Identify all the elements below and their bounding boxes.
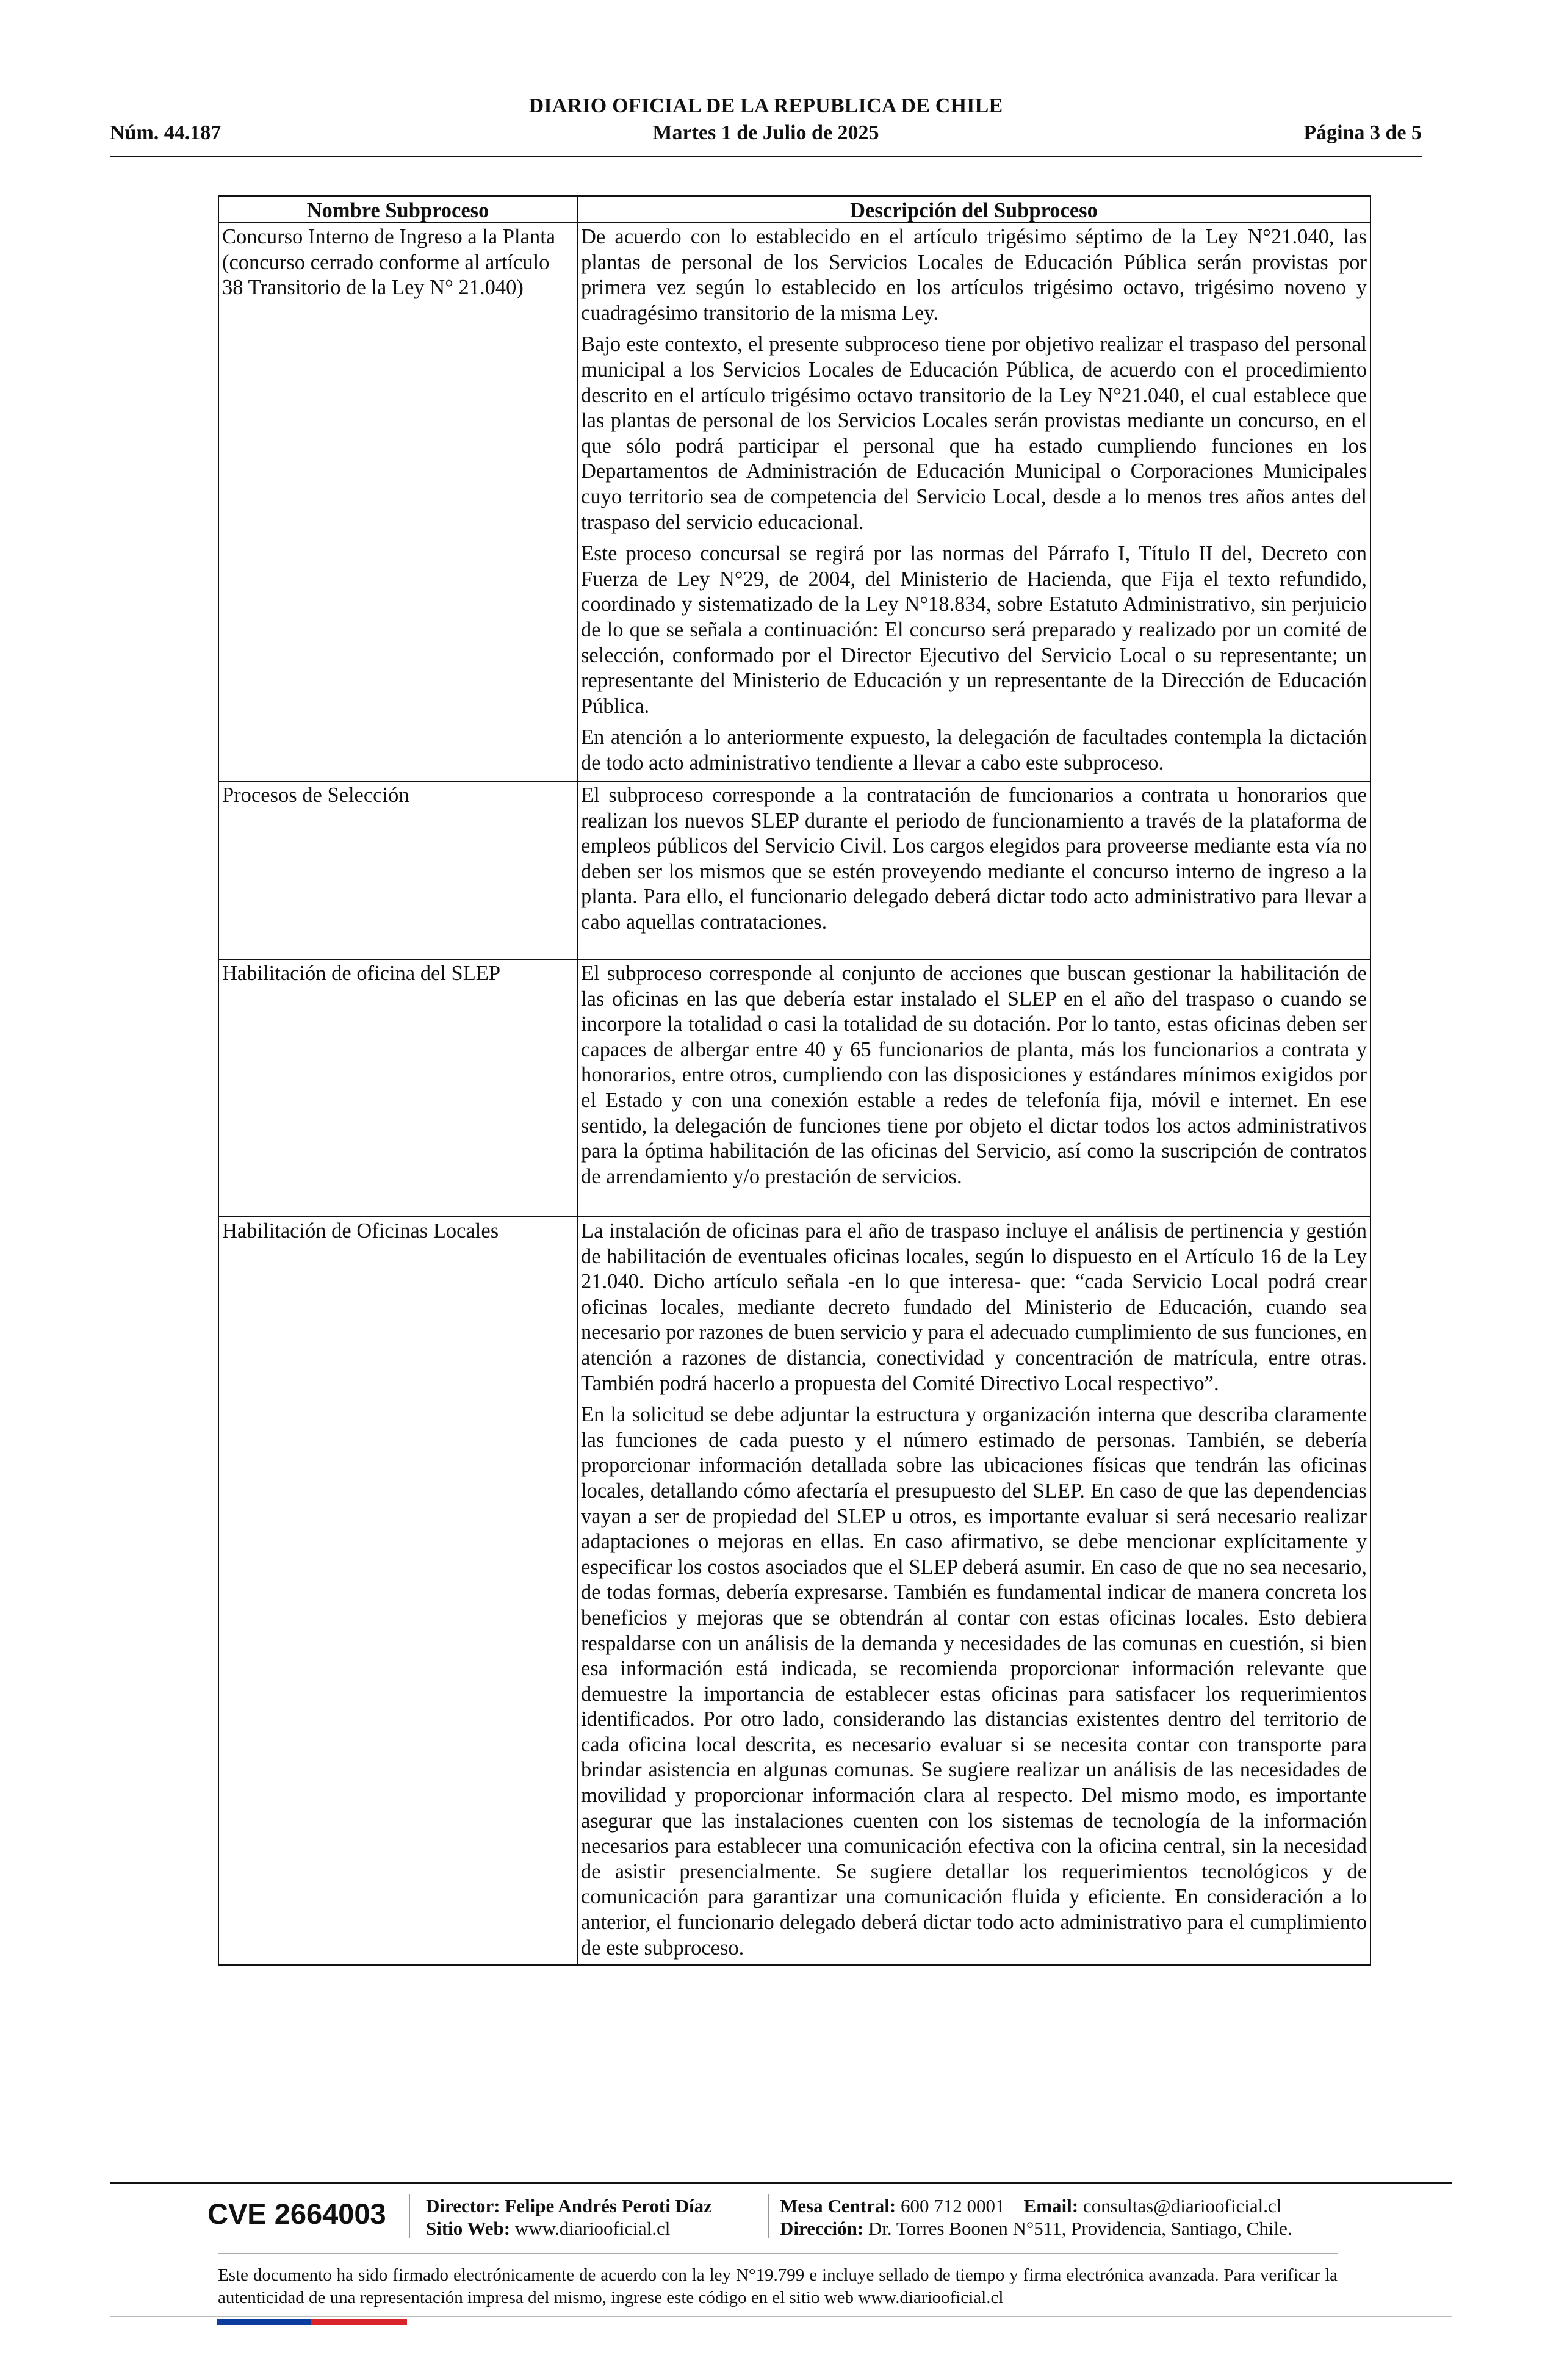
table-row (218, 1217, 1371, 1965)
subprocess-description (577, 223, 1371, 781)
site-link[interactable]: www.diariooficial.cl (514, 2218, 671, 2239)
cve-code: CVE 2664003 (207, 2198, 386, 2230)
table-row (218, 959, 1371, 1217)
flag-red-segment (311, 2319, 407, 2325)
column-header-description: Descripción del Subproceso (577, 196, 1371, 223)
subprocess-name: Habilitación de Oficinas Locales (218, 1217, 577, 1965)
phone-number: 600 712 0001 (901, 2195, 1005, 2216)
description-paragraph: El subproceso corresponde al conjunto de acciones que buscan gestionar la habilitación de las oficinas en las que debería estar instalado el SLEP en el año del traspaso o cuando se incorpore la totalidad o casi la totalidad de su dotación. Por lo tanto, estas oficinas deben ser capaces de albergar entre 40 y 65 funcionarios de planta, más los funcionarios a contrata y honorarios, entre otros, cumpliendo con las disposiciones y estándares mínimos exigidos por el Estado y con una conexión estable a redes de telefonía fija, móvil e internet. En ese sentido, la delegación de funciones tiene por objeto el dictar todos los actos administrativos para la óptima habilitación de las oficinas del Servicio, así como la suscripción de contratos de arrendamiento y/o prestación de servicios. (581, 962, 1367, 1188)
legal-notice: Este documento ha sido firmado electrónicamente de acuerdo con la ley N°19.799 e incluye sellado de tiempo y firma electrónica avanzada. Para verificar la autenticidad de una representación impresa del mismo, ingrese este código en el sitio web www.diariooficial.cl (218, 2265, 1338, 2307)
director-name: Felipe Andrés Peroti Díaz (505, 2195, 712, 2216)
subprocess-name: Concurso Interno de Ingreso a la Planta (concurso cerrado conforme al artículo 38 Transitorio de la Ley N° 21.040) (218, 223, 577, 781)
description-paragraph: La instalación de oficinas para el año de traspaso incluye el análisis de pertinencia y gestión de habilitación de eventuales oficinas locales, según lo dispuesto en el Artículo 16 de la Ley 21.040. Dicho artículo señala -en lo que interesa- que: “cada Servicio Local podrá crear oficinas locales, mediante decreto fundado del Ministerio de Educación, cuando sea necesario por razones de buen servicio y para el adecuado cumplimiento de sus funciones, en atención a razones de distancia, conectividad y concentración de matrícula, entre otras. También podrá hacerlo a propuesta del Comité Directivo Local respectivo”. (581, 1219, 1367, 1395)
footer-separator (409, 2194, 410, 2238)
subprocess-name: Procesos de Selección (218, 781, 577, 959)
table-row (218, 223, 1371, 781)
site-label: Sitio Web: (426, 2218, 511, 2239)
description-paragraph: Bajo este contexto, el presente subproceso tiene por objetivo realizar el traspaso del personal municipal a los Servicios Locales de Educación Pública, de acuerdo con el procedimiento descrito en el artículo trigésimo octavo transitorio de la Ley N°21.040, el cual establece que las plantas de personal de los Servicios Locales serán provistas mediante un concurso, en el que sólo podrá participar el personal que ha estado cumpliendo funciones en los Departamentos de Administración de Educación Municipal o Corporaciones Municipales cuyo territorio sea de competencia del Servicio Local, desde a lo menos tres años antes del traspaso del servicio educacional. (581, 333, 1367, 534)
page-number: Página 3 de 5 (1303, 121, 1422, 144)
phone-label: Mesa Central: (780, 2195, 896, 2216)
address-text: Dr. Torres Boonen N°511, Providencia, Santiago, Chile. (868, 2218, 1292, 2239)
description-paragraph: Este proceso concursal se regirá por las normas del Párrafo I, Título II del, Decreto con Fuerza de Ley N°29, de 2004, del Ministerio de Hacienda, que Fija el texto refundido, coordinado y sistematizado de la Ley N°18.834, sobre Estatuto Administrativo, sin perjuicio de lo que se señala a continuación: El concurso será preparado y realizado por un comité de selección, conformado por el Director Ejecutivo del Servicio Local o su representante; un representante del Ministerio de Educación y un representante de la Dirección de Educación Pública. (581, 542, 1367, 718)
footer-director-block (426, 2194, 712, 2240)
footer-bottom-divider (110, 2316, 1452, 2317)
table-header-row (218, 196, 1371, 223)
issue-number: Núm. 44.187 (110, 121, 222, 144)
table-row (218, 781, 1371, 959)
footer-separator (768, 2194, 769, 2238)
subprocess-table (218, 195, 1371, 1966)
issue-date: Martes 1 de Julio de 2025 (652, 121, 879, 144)
flag-stripe (217, 2319, 407, 2325)
column-header-name: Nombre Subproceso (218, 196, 577, 223)
footer-divider (110, 2182, 1452, 2184)
subprocess-description (577, 959, 1371, 1217)
description-paragraph: En la solicitud se debe adjuntar la estructura y organización interna que describa claramente las funciones de cada puesto y el número estimado de personas. También, se debería proporcionar información detallada sobre las ubicaciones físicas que tendrán las oficinas locales, detallando cómo afectaría el presupuesto del SLEP. En caso de que las dependencias vayan a ser de propiedad del SLEP u otros, es importante evaluar si será necesario realizar adaptaciones o mejoras en ellas. En caso afirmativo, se debe mencionar explícitamente y especificar los costos asociados que el SLEP deberá asumir. En caso de que no sea necesario, de todas formas, debería expresarse. También es fundamental indicar de manera concreta los beneficios y mejoras que se obtendrán al contar con estas oficinas locales. Esto debiera respaldarse con un análisis de la demanda y necesidades de las comunas en cuestión, si bien esa información está indicada, se recomienda proporcionar información relevante que demuestre la importancia de establecer estas oficinas para satisfacer los requerimientos identificados. Por otro lado, considerando las distancias existentes dentro del territorio de cada oficina local descrita, es necesario evaluar si se necesita contar con transporte para brindar asistencia en algunas comunas. Se sugiere realizar un análisis de las necesidades de movilidad y proporcionar información clara al respecto. Del mismo modo, es importante asegurar que las instalaciones cuenten con los sistemas de tecnología de la información necesarios para establecer una comunicación efectiva con la oficina central, sin la necesidad de asistir presencialmente. Se sugiere detallar los requerimientos tecnológicos y de comunicación para garantizar una comunicación fluida y eficiente. En consideración a lo anterior, el funcionario delegado deberá dictar todo acto administrativo para el cumplimiento de este subproceso. (581, 1403, 1367, 1960)
page-footer (207, 2193, 1367, 2242)
subprocess-description (577, 1217, 1371, 1965)
footer-inner-divider (218, 2253, 1338, 2254)
director-label: Director: (426, 2195, 500, 2216)
subprocess-description (577, 781, 1371, 959)
newspaper-title: DIARIO OFICIAL DE LA REPUBLICA DE CHILE (528, 95, 1003, 117)
footer-contact-block (780, 2194, 1292, 2240)
address-label: Dirección: (780, 2218, 864, 2239)
description-paragraph: De acuerdo con lo establecido en el artículo trigésimo séptimo de la Ley N°21.040, las plantas de personal de los Servicios Locales de Educación Pública serán provistas por primera vez según lo establecido en los artículos trigésimo octavo, trigésimo noveno y cuadragésimo transitorio de la misma Ley. (581, 225, 1367, 325)
subprocess-name: Habilitación de oficina del SLEP (218, 959, 577, 1217)
header-divider (110, 156, 1422, 157)
email-label: Email: (1023, 2195, 1079, 2216)
flag-blue-segment (217, 2319, 311, 2325)
email-link[interactable]: consultas@diariooficial.cl (1082, 2195, 1282, 2216)
description-paragraph: El subproceso corresponde a la contratación de funcionarios a contrata u honorarios que realizan los nuevos SLEP durante el periodo de funcionamiento a través de la plataforma de empleos públicos del Servicio Civil. Los cargos elegidos para proveerse mediante esta vía no deben ser los mismos que se estén proveyendo mediante el concurso interno de ingreso a la planta. Para ello, el funcionario delegado deberá dictar todo acto administrativo para llevar a cabo aquellas contrataciones. (581, 784, 1367, 934)
page-header (110, 95, 1422, 156)
description-paragraph: En atención a lo anteriormente expuesto, la delegación de facultades contempla la dictación de todo acto administrativo tendiente a llevar a cabo este subproceso. (581, 726, 1367, 774)
